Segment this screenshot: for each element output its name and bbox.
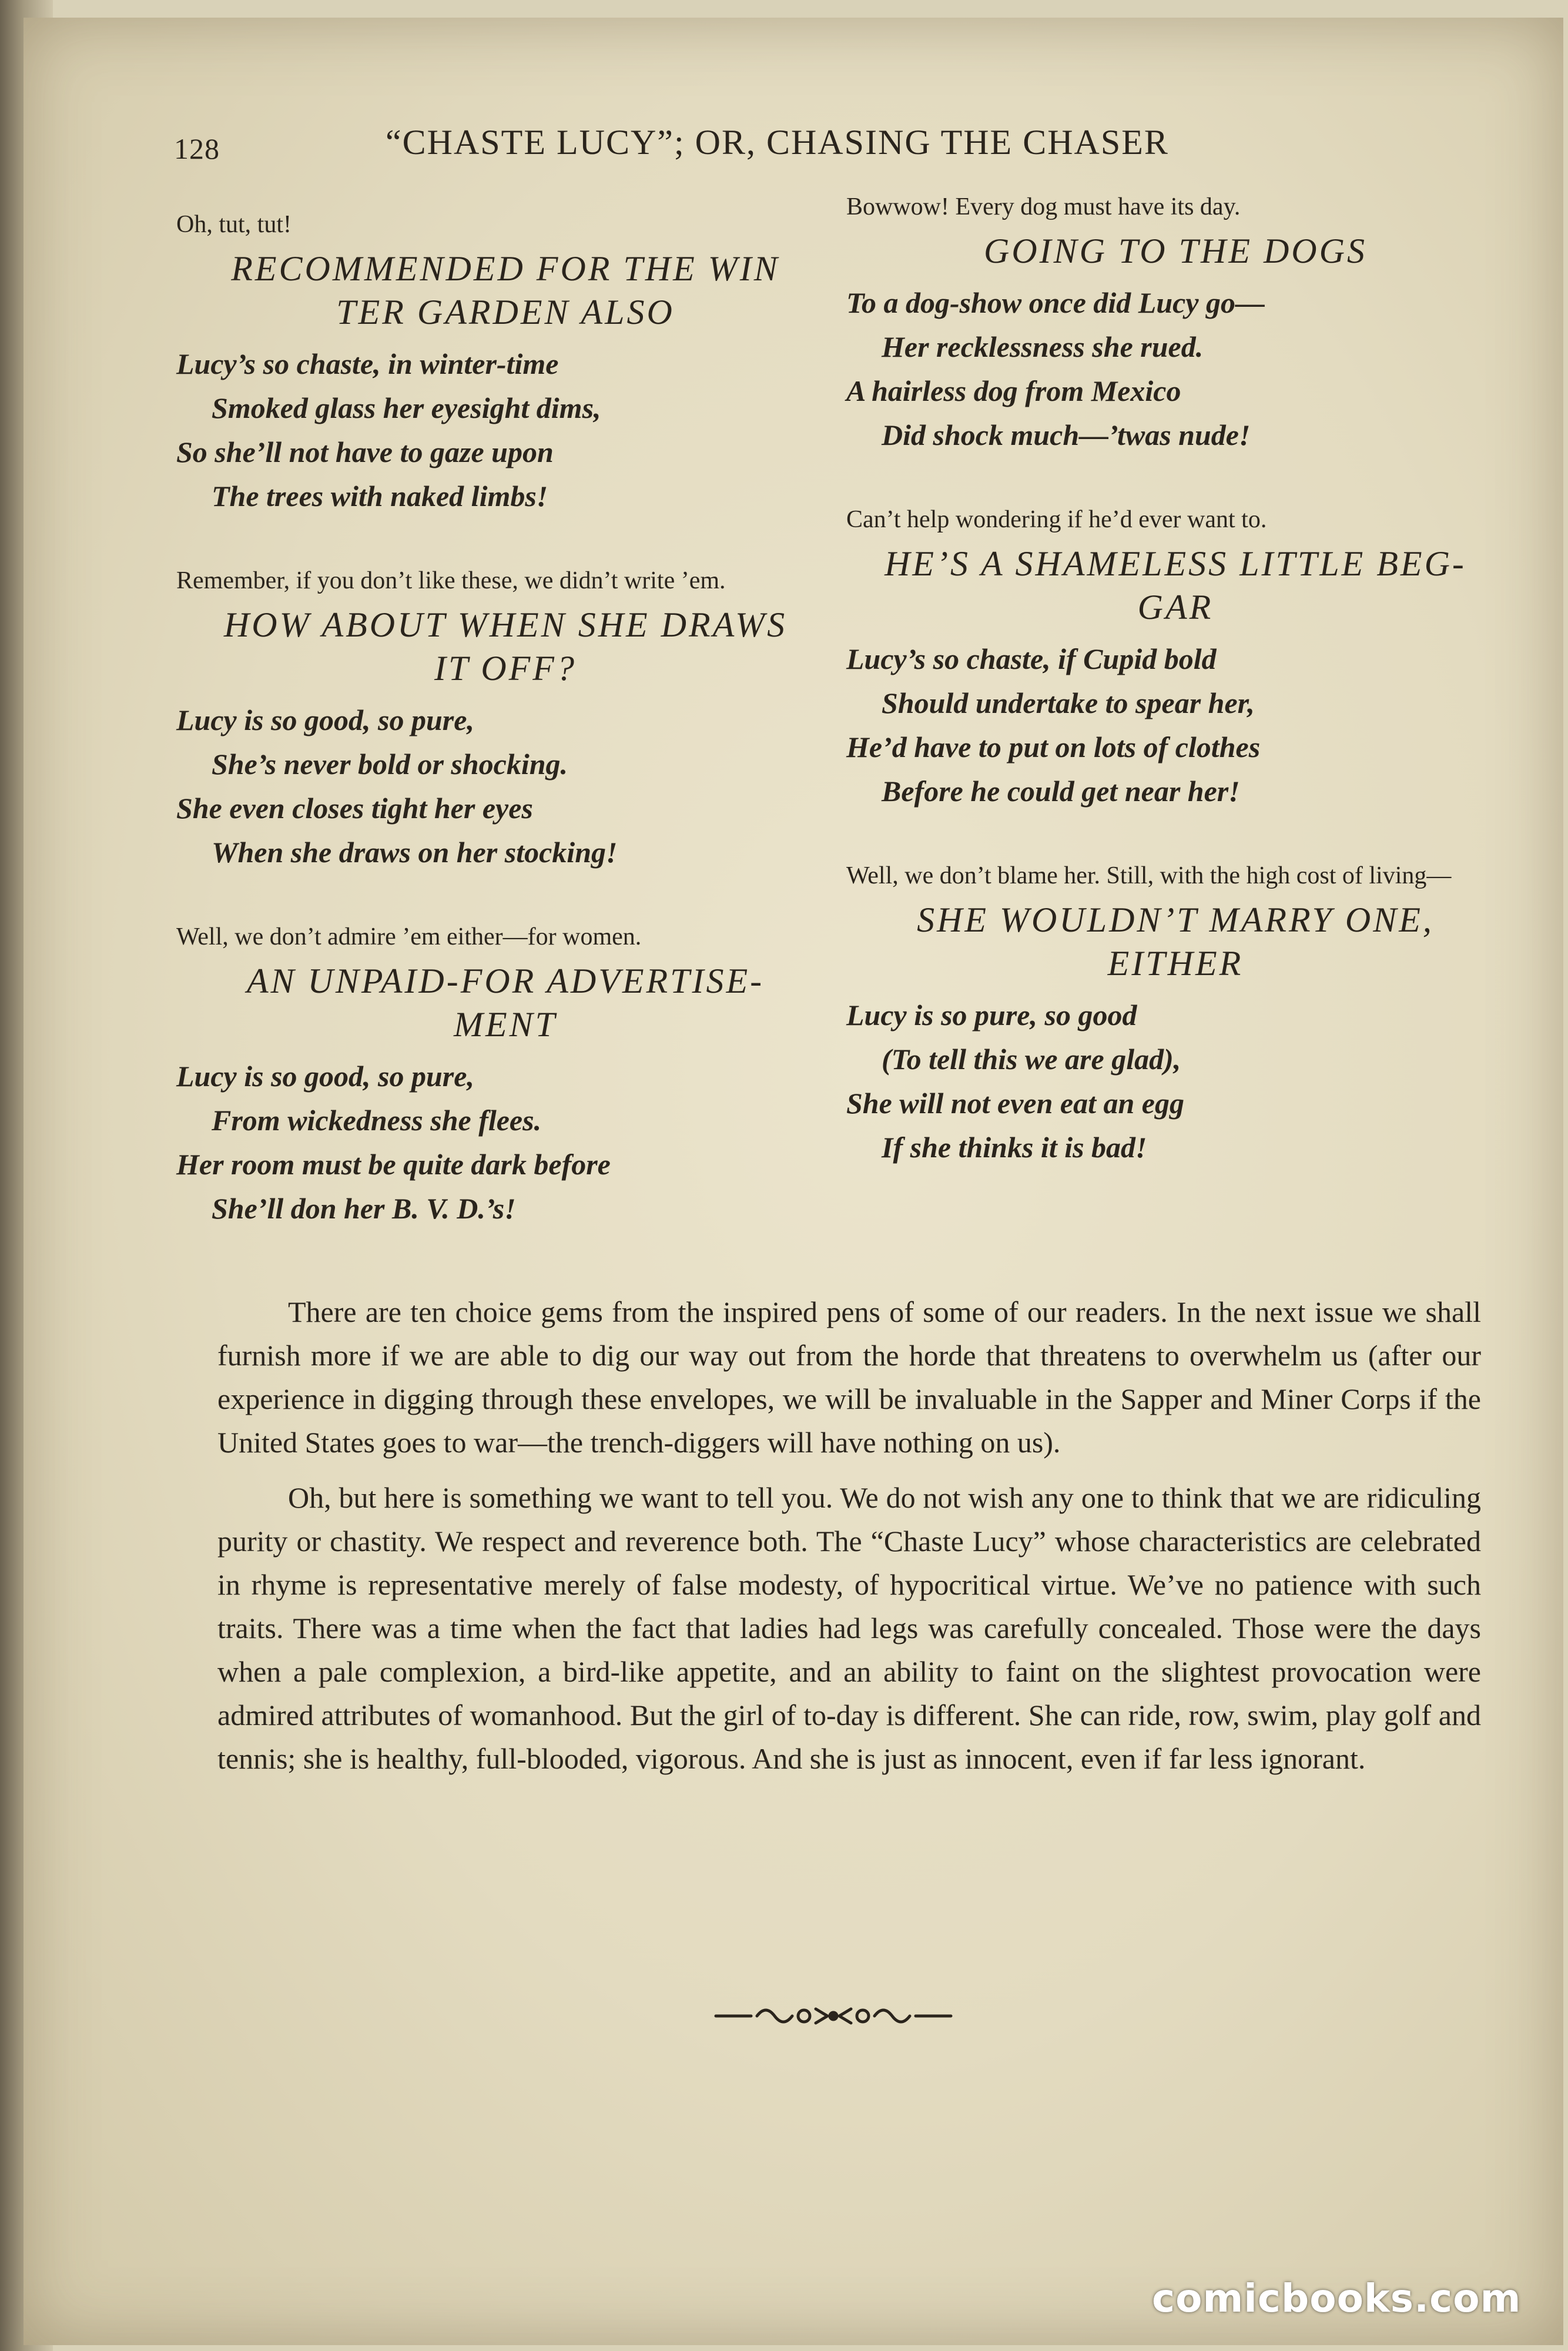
verse-line: Lucy’s so chaste, if Cupid bold (846, 642, 1217, 675)
poem-title-line: MENT (453, 1005, 558, 1044)
verse-line: Smoked glass her eyesight dims, (212, 391, 601, 424)
poem-verse (176, 342, 835, 518)
verse-line: Did shock much—’twas nude! (882, 418, 1251, 451)
poem-title (846, 229, 1505, 273)
verse-line: If she thinks it is bad! (882, 1131, 1147, 1164)
verse-line: So she’ll not have to gaze upon (176, 436, 554, 468)
poem-title-line: GOING TO THE DOGS (984, 232, 1367, 270)
poem-entry (176, 568, 835, 875)
poem-intro: Remember, if you don’t like these, we didn’t write ’em. (176, 567, 726, 594)
editorial-note (217, 1290, 1481, 1792)
poem-title (846, 542, 1505, 629)
poem-entry (846, 863, 1505, 1170)
verse-line: She even closes tight her eyes (176, 792, 533, 825)
poem-title-line: RECOMMENDED FOR THE WIN (231, 249, 780, 288)
poem-title-line: AN UNPAID-FOR ADVERTISE- (246, 962, 765, 1000)
verse-line: Her recklessness she rued. (882, 330, 1204, 363)
poem-title (846, 898, 1505, 985)
verse-line: She will not even eat an egg (846, 1087, 1184, 1120)
poem-title (176, 959, 835, 1046)
verse-line: Before he could get near her! (882, 775, 1240, 808)
poem-intro: Bowwow! Every dog must have its day. (846, 193, 1241, 220)
left-column (176, 212, 835, 1280)
poem-title (176, 603, 835, 690)
decorative-ornament-icon (710, 1998, 957, 2034)
poem-entry (176, 212, 835, 518)
verse-line: (To tell this we are glad), (882, 1043, 1181, 1076)
site-watermark: comicbooks.com (1152, 2276, 1522, 2321)
poem-entry (846, 194, 1505, 457)
poem-title-line: GAR (1137, 588, 1214, 627)
poem-title-line: SHE WOULDN’T MARRY ONE, (917, 900, 1434, 939)
page-header (174, 120, 1479, 173)
poem-verse (176, 1054, 835, 1231)
verse-line: She’s never bold or shocking. (212, 748, 568, 781)
running-head: “CHASTE LUCY”; OR, CHASING THE CHASER (386, 123, 1169, 162)
verse-line: She’ll don her B. V. D.’s! (212, 1192, 516, 1225)
poem-title-line: HOW ABOUT WHEN SHE DRAWS (223, 605, 788, 644)
poem-title-line: HE’S A SHAMELESS LITTLE BEG- (884, 544, 1466, 583)
poem-intro: Oh, tut, tut! (176, 211, 292, 238)
verse-line: Lucy is so pure, so good (846, 999, 1137, 1032)
verse-line: A hairless dog from Mexico (846, 374, 1181, 407)
poem-verse (846, 637, 1505, 813)
verse-line: To a dog-show once did Lucy go— (846, 286, 1265, 319)
verse-line: Lucy is so good, so pure, (176, 704, 474, 736)
poem-entry (176, 924, 835, 1231)
right-column (846, 194, 1505, 1219)
verse-line: Should undertake to spear her, (882, 686, 1255, 719)
verse-line: Lucy is so good, so pure, (176, 1060, 474, 1093)
verse-line: When she draws on her stocking! (212, 836, 618, 869)
prose-paragraph: There are ten choice gems from the inspired pens of some of our readers. In the next issue we shall furnish more if we are able to dig our way out from the horde that threatens to overwhelm us (after our experience in digging through these envelopes, we will be invaluable in the Sapper and Miner Corps if the United States goes to war—the trench-diggers will have nothing on us). (217, 1295, 1481, 1459)
verse-line: The trees with naked limbs! (212, 480, 548, 513)
poem-title-line: IT OFF? (434, 649, 577, 688)
poem-intro: Can’t help wondering if he’d ever want to. (846, 506, 1267, 533)
poem-intro: Well, we don’t blame her. Still, with the high cost of living— (846, 862, 1452, 889)
verse-line: Her room must be quite dark before (176, 1148, 611, 1181)
poem-verse (846, 281, 1505, 457)
page-number: 128 (174, 132, 220, 165)
poem-verse (846, 993, 1505, 1170)
poem-verse (176, 698, 835, 875)
poem-entry (846, 507, 1505, 813)
prose-paragraph: Oh, but here is something we want to tell you. We do not wish any one to think that we are ridiculing purity or chastity. We respect and reverence both. The “Chaste Lucy” whose characteristics are celebrated in rhyme is representative merely of false modesty, of hypocritical virtue. We’ve no patience with such traits. There was a time when the fact that ladies had legs was carefully concealed. Those were the days when a pale complexion, a bird-like appetite, and an ability to faint on the slightest provocation were admired attributes of womanhood. But the girl of to-day is different. She can ride, row, swim, play golf and tennis; she is healthy, full-blooded, vigorous. And she is just as innocent, even if far less ignorant. (217, 1481, 1481, 1775)
verse-line: From wickedness she flees. (212, 1104, 542, 1137)
poem-title-line: TER GARDEN ALSO (336, 293, 675, 331)
poem-intro: Well, we don’t admire ’em either—for women. (176, 923, 642, 950)
verse-line: He’d have to put on lots of clothes (846, 731, 1261, 763)
poem-title-line: EITHER (1107, 944, 1244, 983)
verse-line: Lucy’s so chaste, in winter-time (176, 347, 559, 380)
poem-title (176, 247, 835, 334)
